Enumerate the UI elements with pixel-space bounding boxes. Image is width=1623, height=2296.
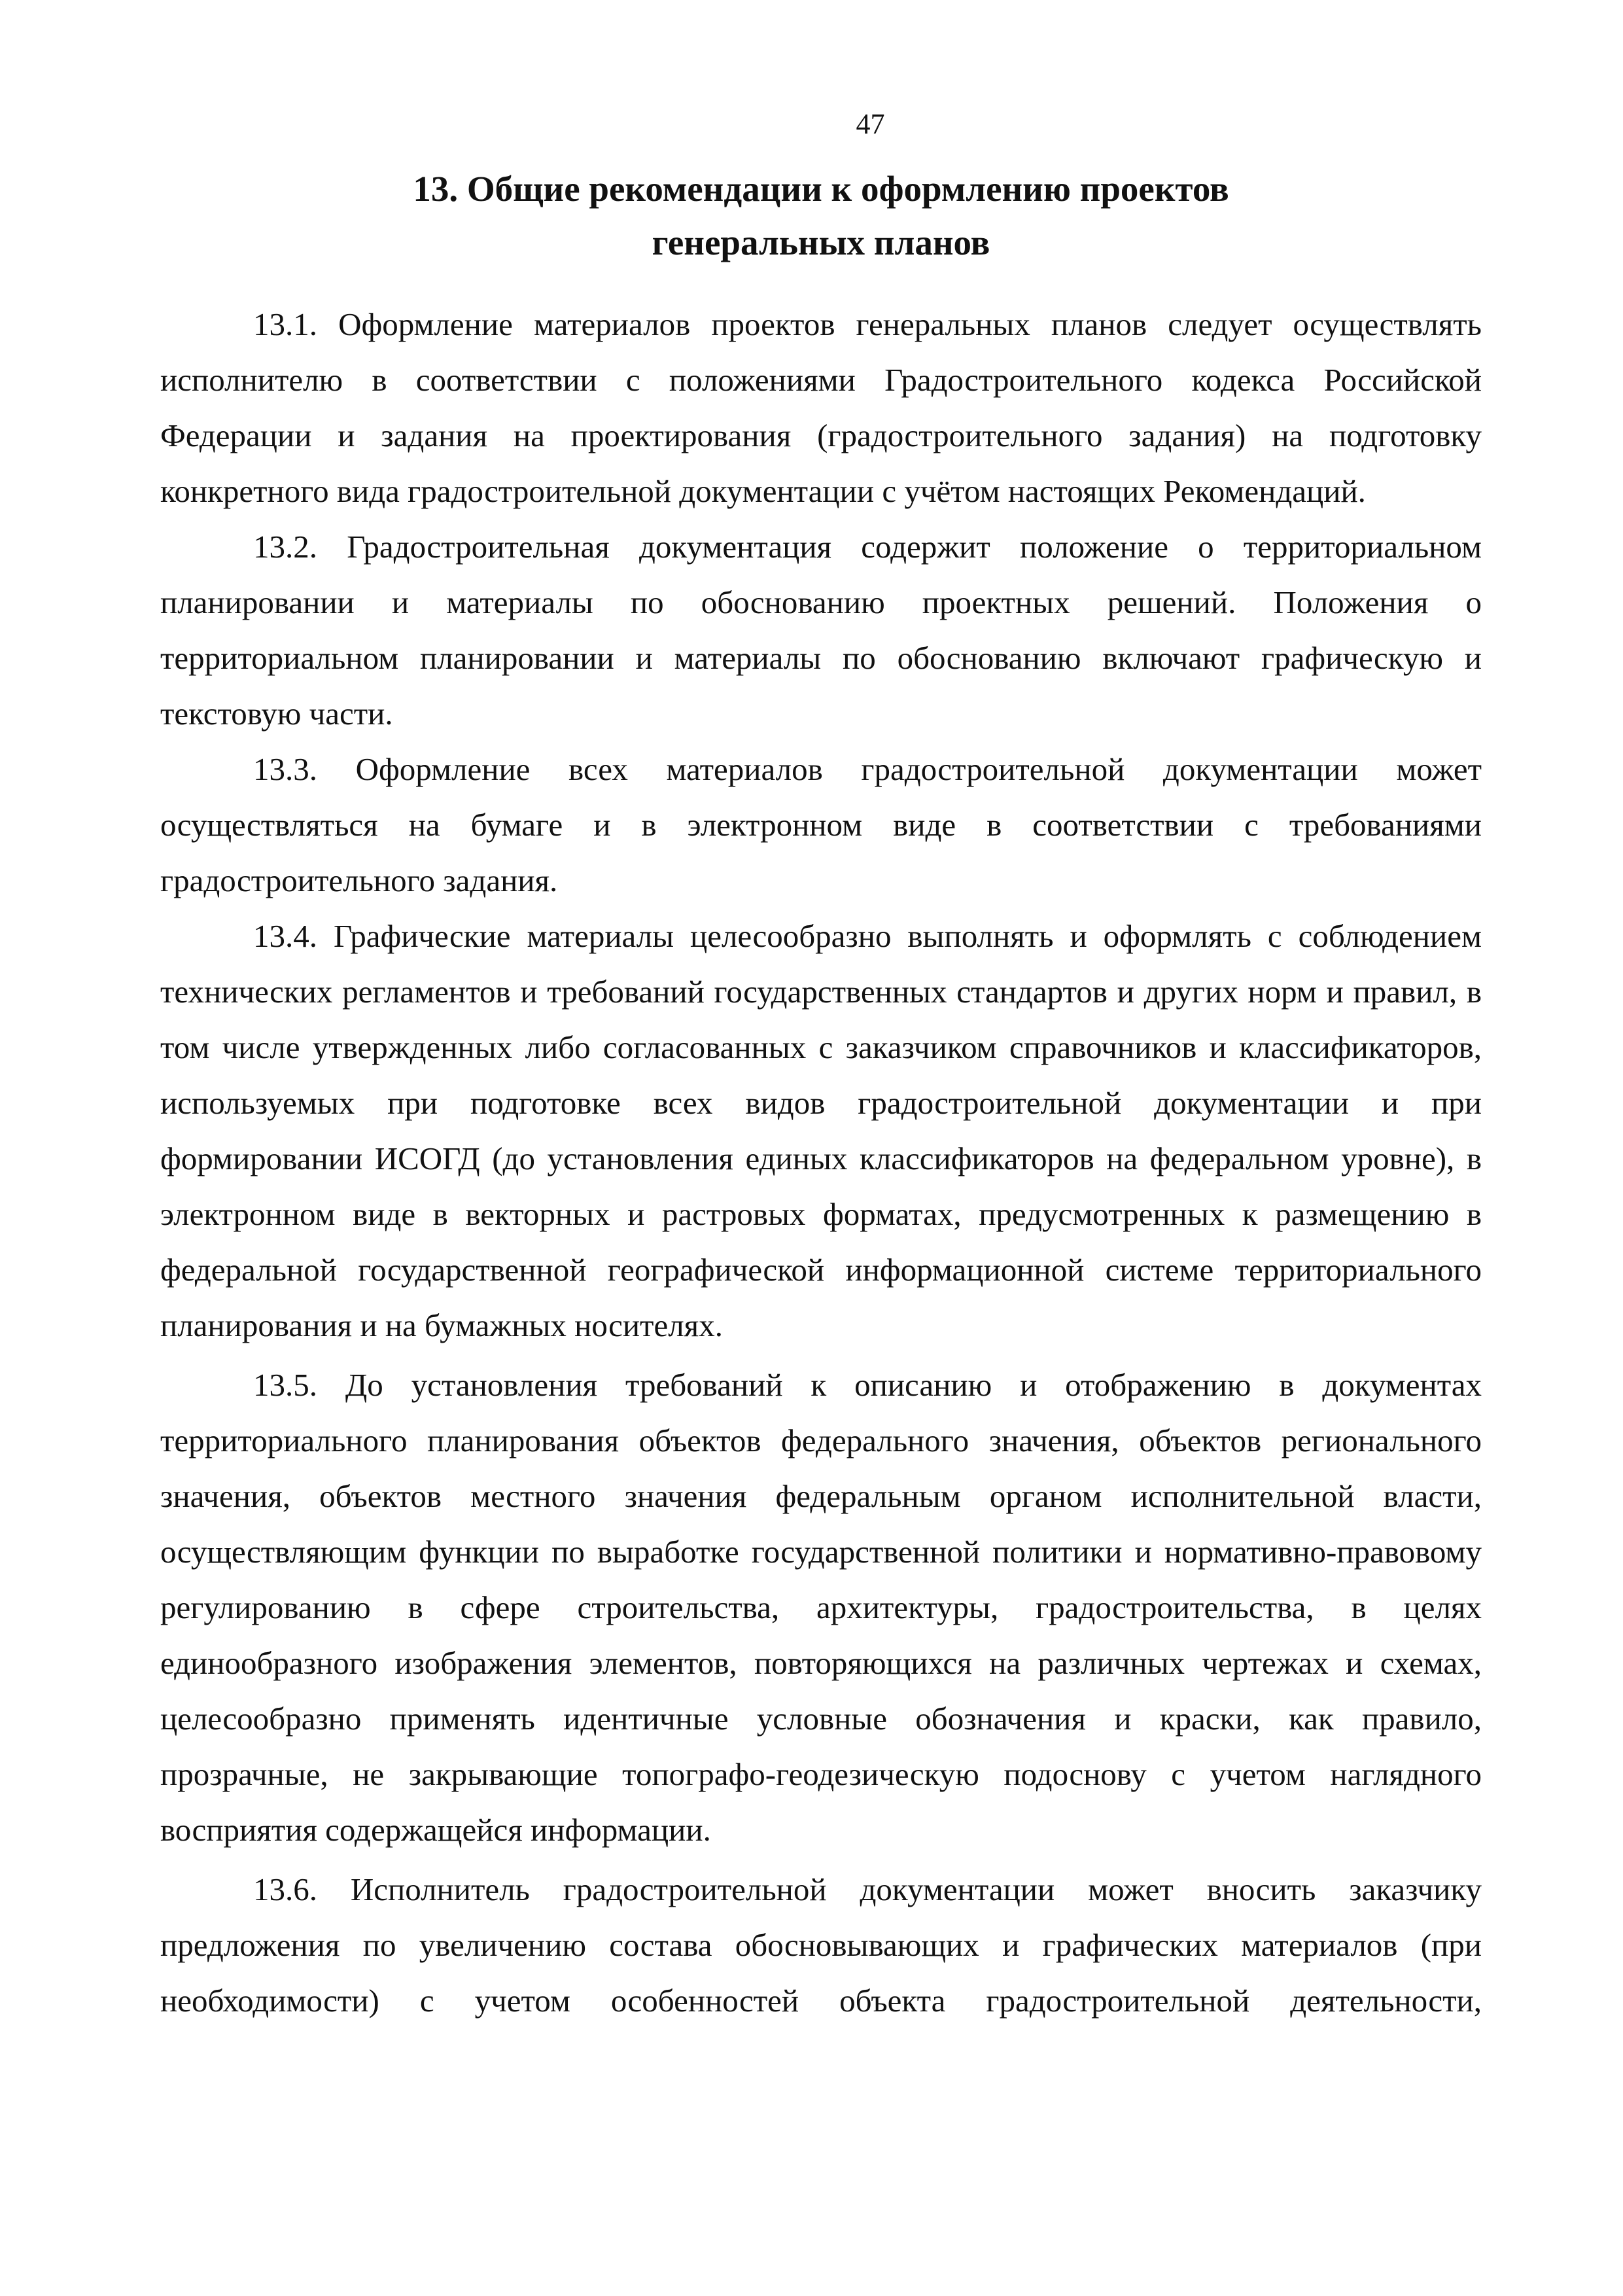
section-heading xyxy=(160,162,1482,270)
section-heading-line-2: генеральных планов xyxy=(652,222,990,262)
section-heading-line-1: 13. Общие рекомендации к оформлению проектов xyxy=(413,169,1229,209)
paragraph-13-6: 13.6. Исполнитель градостроительной документации может вносить заказчику предложения по увеличению состава обосновывающих и графических материалов (при необходимости) с учетом особенностей объекта градостроительной деятельности, xyxy=(160,1871,1482,2019)
page-number: 47 xyxy=(856,108,885,140)
paragraph-13-5: 13.5. До установления требований к описанию и отображению в документах территориального планирования объектов федерального значения, объектов регионального значения, объектов местного значения федеральным органом исполнительной власти, осуществляющим функции по выработке государственной политики и нормативно-правовому регулированию в сфере строительства, архитектуры, градостроительства, в целях единообразного изображения элементов, повторяющихся на различных чертежах и схемах, целесообразно применять идентичные условные обозначения и краски, как правило, прозрачные, не закрывающие топографо-геодезическую подоснову с учетом наглядного восприятия содержащейся информации. xyxy=(160,1367,1482,1848)
paragraph-13-4: 13.4. Графические материалы целесообразно выполнять и оформлять с соблюдением технических регламентов и требований государственных стандартов и других норм и правил, в том числе утвержденных либо согласованных с заказчиком справочников и классификаторов, используемых при подготовке всех видов градостроительной документации и при формировании ИСОГД (до установления единых классификаторов на федеральном уровне), в электронном виде в векторных и растровых форматах, предусмотренных к размещению в федеральной государственной географической информационной системе территориального планирования и на бумажных носителях. xyxy=(160,918,1482,1343)
body-text xyxy=(160,296,1482,2028)
paragraph-13-3: 13.3. Оформление всех материалов градостроительной документации может осуществляться на бумаге и в электронном виде в соответствии с требованиями градостроительного задания. xyxy=(160,751,1482,898)
paragraph-13-1: 13.1. Оформление материалов проектов генеральных планов следует осуществлять исполнителю в соответствии с положениями Градостроительного кодекса Российской Федерации и задания на проектирования (градостроительного задания) на подготовку конкретного вида градостроительной документации с учётом настоящих Рекомендаций. xyxy=(160,306,1482,509)
paragraph-13-2: 13.2. Градостроительная документация содержит положение о территориальном планировании и материалы по обоснованию проектных решений. Положения о территориальном планировании и материалы по обоснованию включают графическую и текстовую части. xyxy=(160,529,1482,732)
